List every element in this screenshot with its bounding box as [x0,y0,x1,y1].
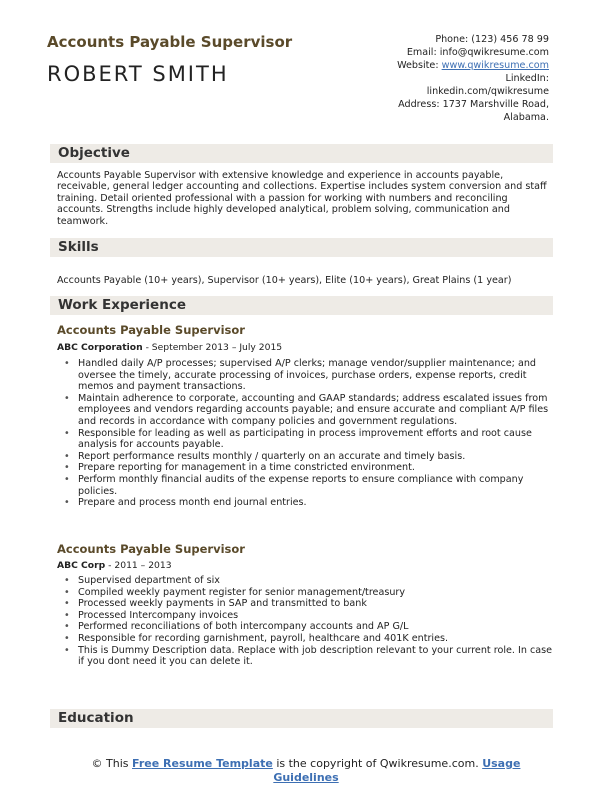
footer-prefix: © This [91,757,133,770]
education-heading: Education [58,710,134,726]
skills-heading: Skills [58,239,99,255]
bullet-item: • Prepare reporting for management in a time constricted environment. [62,462,552,474]
candidate-name: ROBERT SMITH [47,62,229,86]
bullet-item: • Prepare and process month end journal entries. [62,497,552,509]
website-label: Website: [397,60,442,71]
skills-section-header [50,238,553,257]
bullet-item: • Supervised department of six [62,575,552,587]
job-dates: - 2011 – 2013 [105,560,172,571]
address-line2: Alabama. [503,112,549,123]
work-experience-heading: Work Experience [58,297,186,313]
resume-job-title: Accounts Payable Supervisor [47,33,293,51]
job-meta [57,342,282,353]
bullet-item: • Performed reconciliations of both intercompany accounts and AP G/L [62,621,552,633]
job-bullets [62,358,552,509]
bullet-item: • Responsible for recording garnishment, payroll, healthcare and 401K entries. [62,633,552,645]
objective-heading: Objective [58,145,130,161]
phone: Phone: (123) 456 78 99 [435,34,549,45]
bullet-item: • Responsible for leading as well as participating in process improvement efforts and root cause analysis for accounts payable. [62,428,552,451]
website [329,59,549,72]
address-line1: Address: 1737 Marshville Road, [398,99,549,110]
company-name: ABC Corporation [57,342,143,353]
bullet-item: • Perform monthly financial audits of the expense reports to ensure compliance with company policies. [62,474,552,497]
job-title: Accounts Payable Supervisor [57,323,245,337]
footer [50,757,562,785]
bullet-item: • Handled daily A/P processes; supervised A/P clerks; manage vendor/supplier maintenance; and oversee the timely, accurate processing of invoices, purchase orders, expense reports, credit memos and payment transactions. [62,358,552,393]
job-dates: - September 2013 – July 2015 [142,342,283,353]
linkedin-label: LinkedIn: [505,73,549,84]
bullet-item: • This is Dummy Description data. Replace with job description relevant to your current role. In case if you dont need it you can delete it. [62,645,552,668]
education-section-header [50,709,553,728]
bullet-item: • Processed weekly payments in SAP and transmitted to bank [62,598,552,610]
usage-link[interactable]: Usage [482,757,521,770]
website-link[interactable]: www.qwikresume.com [441,60,549,71]
bullet-item: • Processed Intercompany invoices [62,610,552,622]
free-resume-template-link[interactable]: Free Resume Template [132,757,273,770]
skills-text: Accounts Payable (10+ years), Supervisor (10+ years), Elite (10+ years), Great Plains (1 year) [57,275,512,286]
bullet-item: • Maintain adherence to corporate, accounting and GAAP standards; address escalated issues from employees and vendors regarding accounts payable; and ensure accurate and compliant A/P files and records in accordance with company policies and government regulations. [62,393,552,428]
job-meta [57,560,172,571]
company-name: ABC Corp [57,560,106,571]
job-title: Accounts Payable Supervisor [57,542,245,556]
bullet-item: • Compiled weekly payment register for senior management/treasury [62,587,552,599]
linkedin-value: linkedin.com/qwikresume [426,86,549,97]
objective-text: Accounts Payable Supervisor with extensive knowledge and experience in accounts payable, receivable, general ledger accounting and collections. Expertise includes system conversion and staff training. Detail oriented professional with a passion for working with numbers and reconciling accounts. Strengths include highly developed analytical, problem solving, communication and teamwork. [57,170,547,227]
contact-block [329,33,549,124]
objective-section-header [50,144,553,163]
email: Email: info@qwikresume.com [406,47,549,58]
guidelines-link[interactable]: Guidelines [273,771,339,784]
bullet-item: • Report performance results monthly / quarterly on an accurate and timely basis. [62,451,552,463]
footer-middle: is the copyright of Qwikresume.com. [272,757,483,770]
job-bullets [62,575,552,668]
work-experience-section-header [50,296,553,315]
